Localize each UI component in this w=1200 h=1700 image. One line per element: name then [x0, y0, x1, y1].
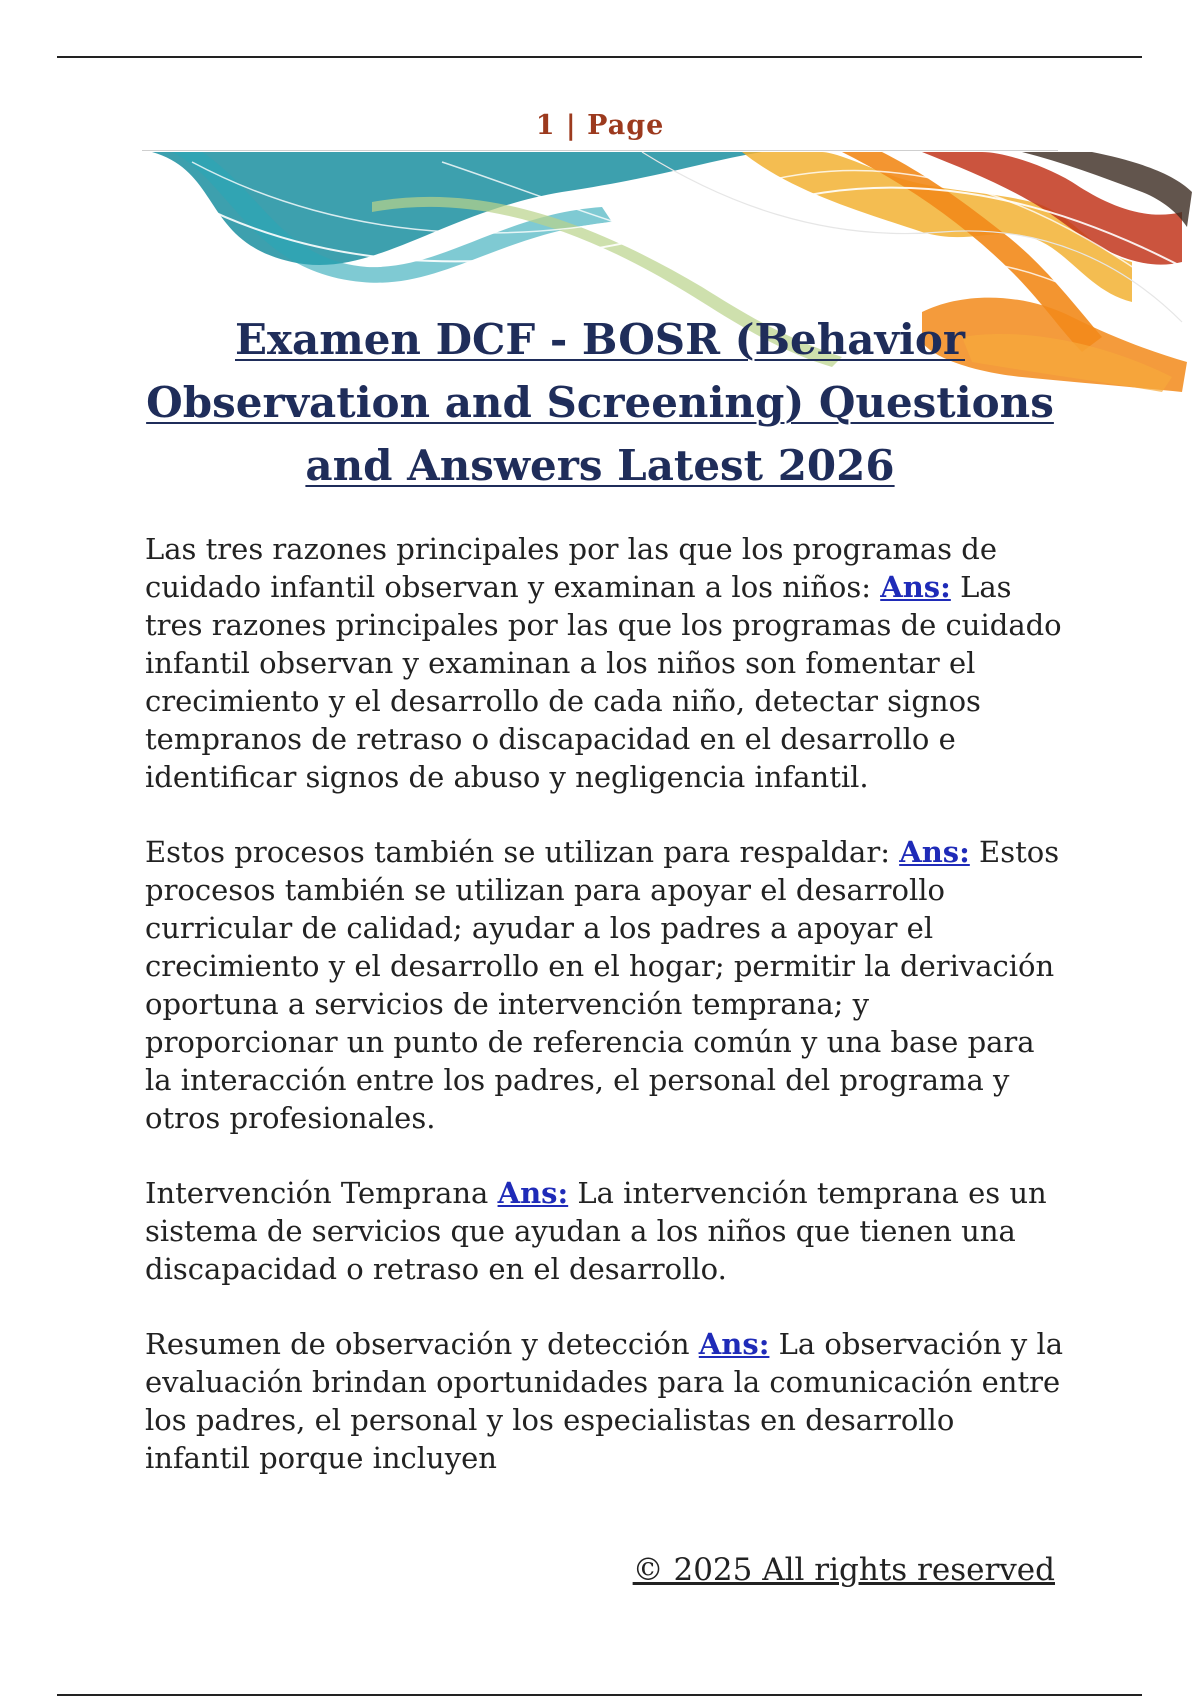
question-text: Resumen de observación y detección [145, 1327, 690, 1361]
answer-text: Estos procesos también se utilizan para apoyar el desarrollo curricular de calidad; ayudar a los padres a apoyar el crecimiento y el desarrollo en el hogar; permitir la derivación oportuna a servicios de intervención temprana; y proporcionar un punto de referencia común y una base para la interacción entre los padres, el personal del programa y otros profesionales. [145, 835, 1060, 1135]
ans-link[interactable]: Ans: [880, 570, 951, 604]
bottom-rule [57, 1694, 1142, 1696]
ans-link[interactable]: Ans: [698, 1327, 770, 1361]
question-text: Las tres razones principales por las que los programas de cuidado infantil observan y examinan a los niños: [145, 532, 997, 604]
top-rule [57, 56, 1142, 58]
qa-item [145, 833, 1065, 1137]
document-title: Examen DCF - BOSR (Behavior Observation and Screening) Questions and Answers Latest 2026 [146, 315, 1054, 490]
answer-text: La intervención temprana es un sistema de servicios que ayudan a los niños que tienen una discapacidad o retraso en el desarrollo. [145, 1176, 1047, 1286]
ans-link[interactable]: Ans: [899, 835, 970, 869]
page-number: 1 | Page [535, 110, 665, 141]
qa-item [145, 1174, 1065, 1288]
qa-content [145, 530, 1065, 1514]
answer-text: Las tres razones principales por las que los programas de cuidado infantil observan y examinan a los niños son fomentar el crecimiento y el desarrollo de cada niño, detectar signos tempranos de retraso o discapacidad en el desarrollo e identificar signos de abuso y negligencia infantil. [145, 570, 1062, 794]
question-text: Intervención Temprana [145, 1176, 489, 1210]
copyright-footer: © 2025 All rights reserved [632, 1552, 1055, 1588]
qa-item [145, 530, 1065, 796]
qa-item [145, 1325, 1065, 1477]
question-text: Estos procesos también se utilizan para respaldar: [145, 835, 890, 869]
ans-link[interactable]: Ans: [497, 1176, 569, 1210]
answer-text: La observación y la evaluación brindan oportunidades para la comunicación entre los padres, el personal y los especialistas en desarrollo infantil porque incluyen [145, 1327, 1064, 1475]
page-number-underline [142, 150, 1058, 151]
